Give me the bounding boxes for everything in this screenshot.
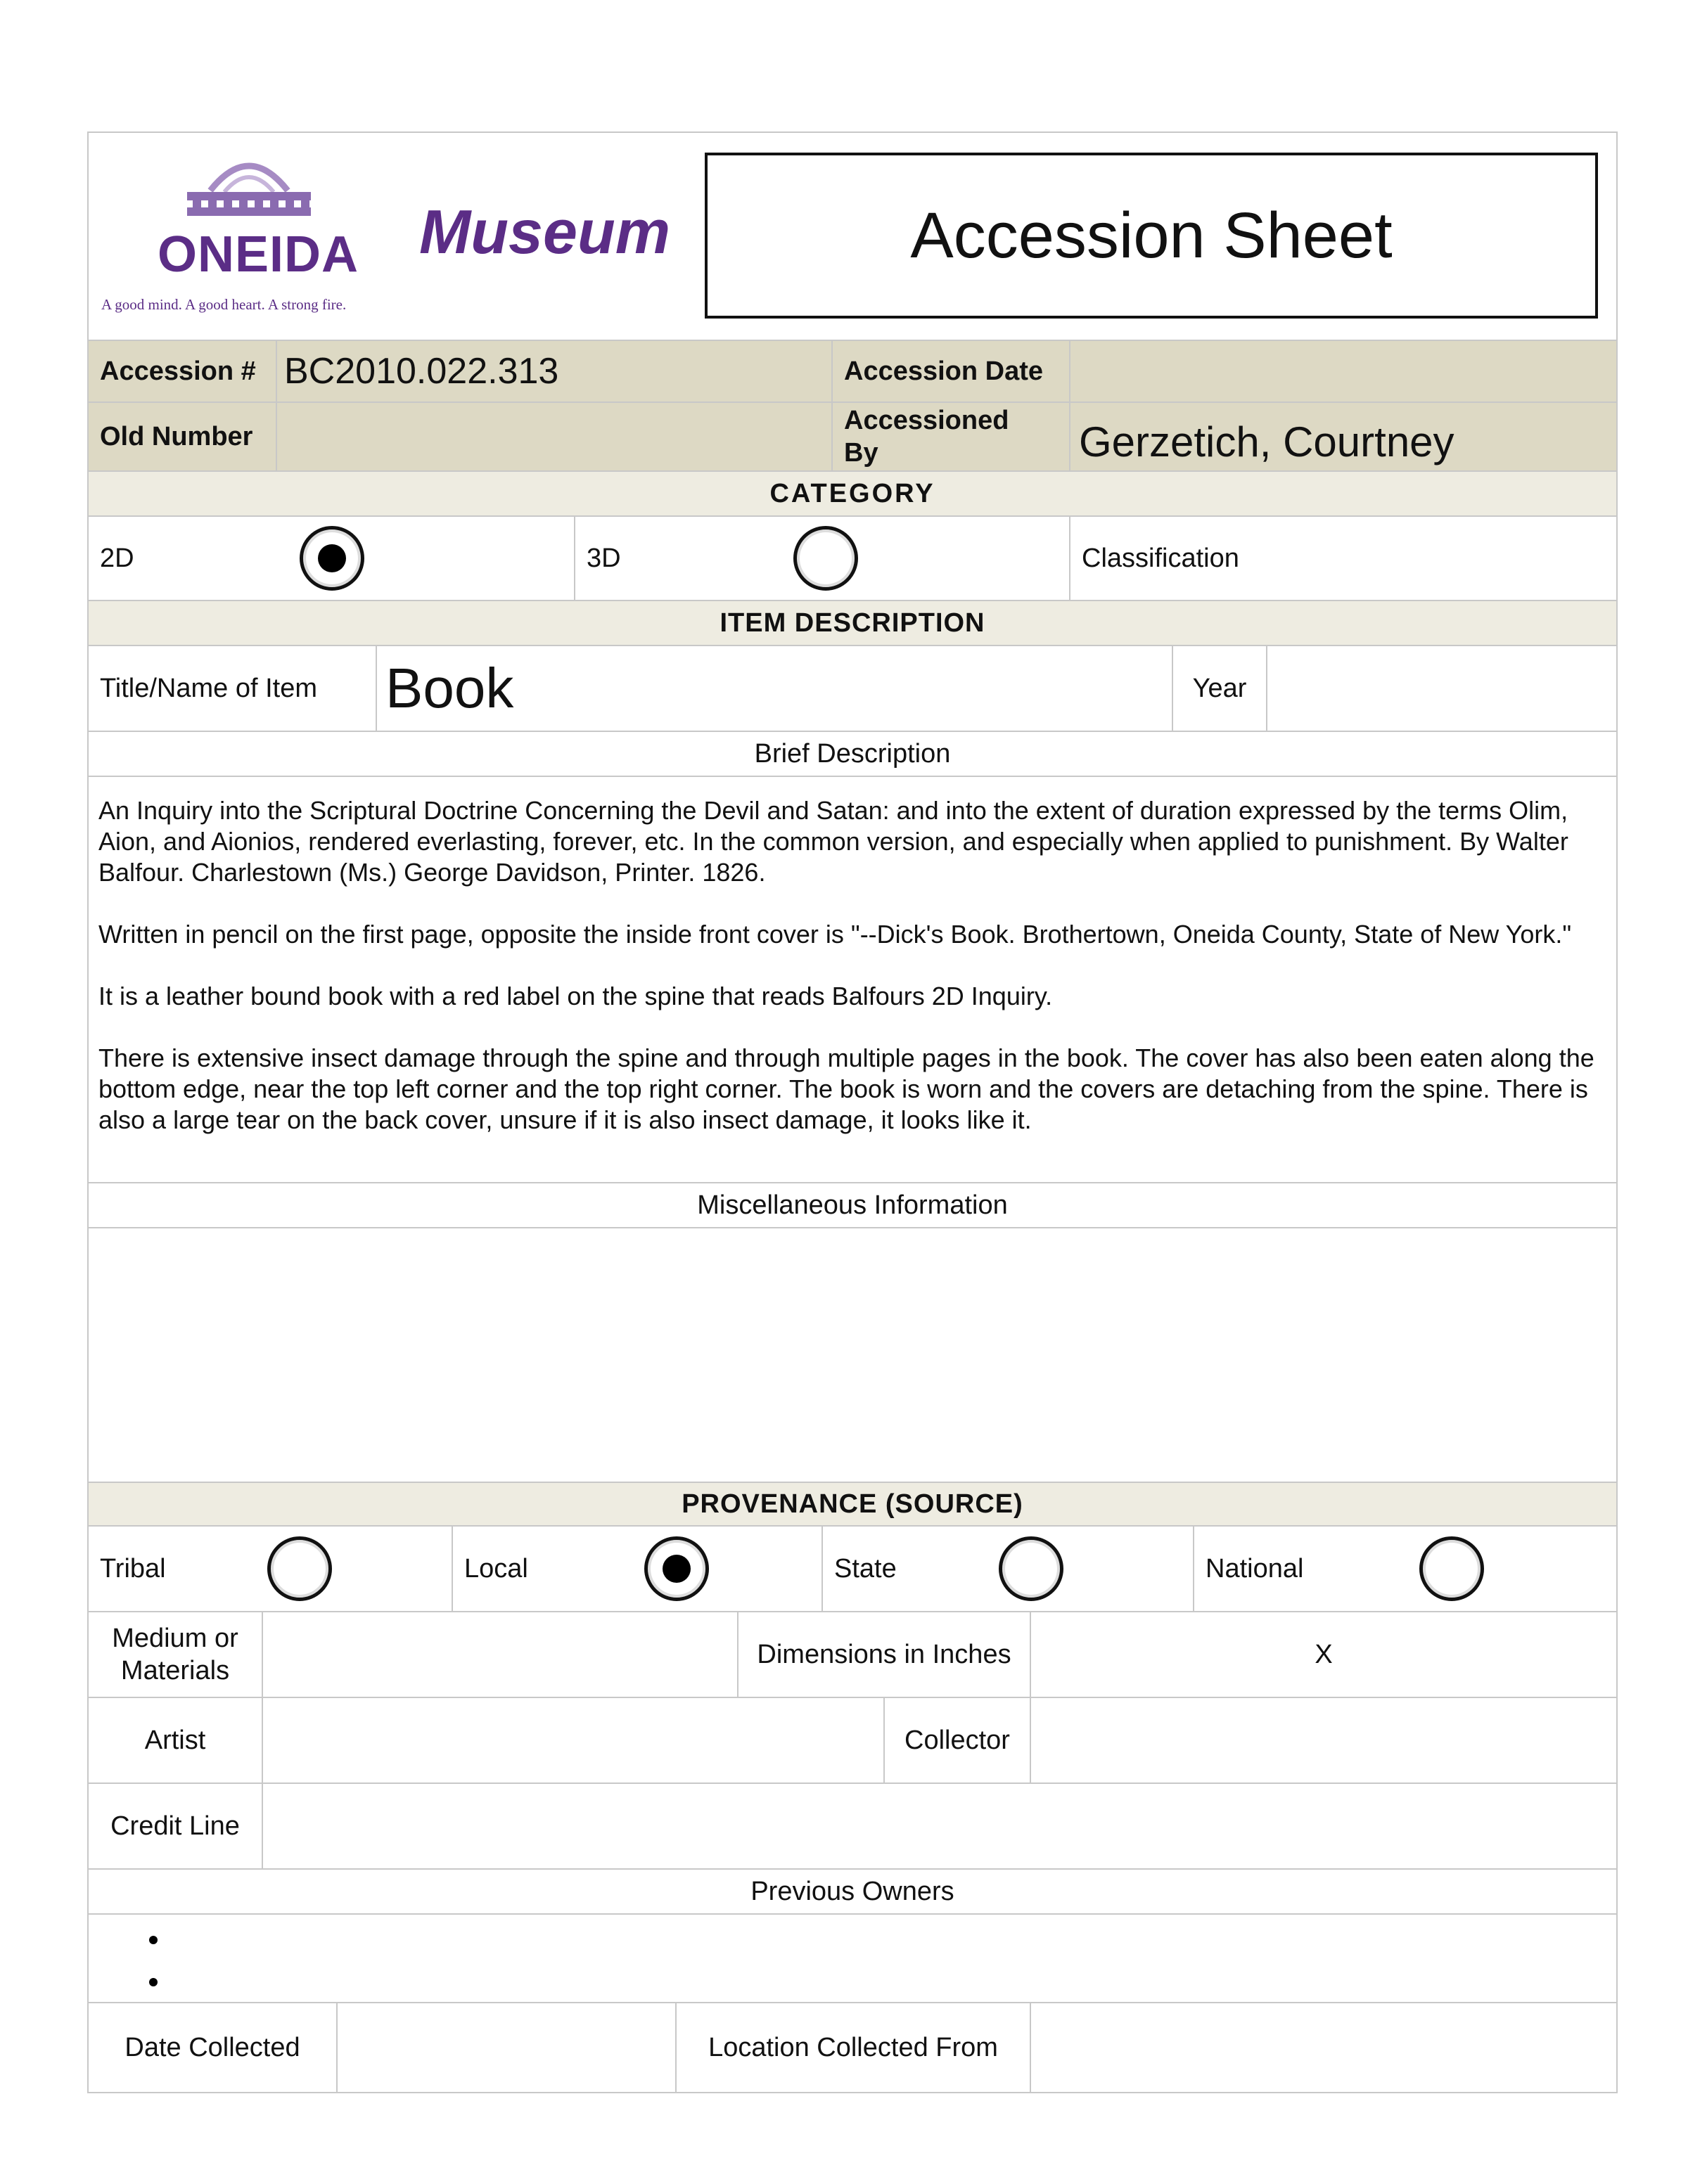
credit-line-label: Credit Line: [89, 1784, 263, 1868]
medium-row: [89, 1612, 1616, 1698]
artist-label: Artist: [89, 1698, 263, 1782]
provenance-national-label: National: [1206, 1553, 1304, 1584]
year-label: Year: [1173, 646, 1267, 731]
accessioned-by-value: Gerzetich, Courtney: [1079, 418, 1454, 465]
medium-label-2: Materials: [120, 1656, 230, 1685]
medium-label-1: Medium or: [112, 1624, 238, 1653]
date-collected-field[interactable]: [338, 2003, 677, 2092]
list-bullet: [149, 1978, 158, 1986]
dimensions-separator: X: [1315, 1639, 1333, 1669]
provenance-heading: PROVENANCE (SOURCE): [682, 1489, 1023, 1519]
misc-field[interactable]: [89, 1228, 1616, 1483]
previous-owners-label-row: [89, 1870, 1616, 1915]
collector-field[interactable]: [1031, 1698, 1616, 1782]
category-3d-option[interactable]: [575, 517, 1070, 600]
location-collected-label: Location Collected From: [677, 2003, 1031, 2092]
accession-number-field[interactable]: [277, 341, 833, 402]
medium-field[interactable]: [263, 1612, 738, 1697]
dimensions-field[interactable]: [1031, 1612, 1616, 1697]
provenance-national-option[interactable]: [1194, 1527, 1616, 1611]
accession-date-field[interactable]: [1070, 341, 1616, 402]
category-2d-label: 2D: [100, 543, 134, 573]
accessioned-by-label-1: Accessioned: [844, 406, 1009, 435]
provenance-tribal-label: Tribal: [100, 1553, 166, 1584]
category-3d-radio[interactable]: [793, 526, 858, 591]
credit-line-field[interactable]: [263, 1784, 1616, 1868]
category-heading: CATEGORY: [769, 478, 935, 508]
provenance-local-option[interactable]: [453, 1527, 823, 1611]
accessioned-by-label: [833, 403, 1070, 470]
accessioned-by-label-2: By: [844, 438, 878, 468]
old-number-field[interactable]: [277, 403, 833, 470]
title-field[interactable]: [377, 646, 1173, 731]
collection-row: [89, 2003, 1616, 2092]
description-paragraph-3: It is a leather bound book with a red label on the spine that reads Balfours 2D Inquiry.: [98, 982, 1053, 1010]
item-description-heading-row: [89, 601, 1616, 646]
provenance-national-radio[interactable]: [1419, 1536, 1484, 1601]
misc-label-row: [89, 1183, 1616, 1228]
year-field[interactable]: [1267, 646, 1616, 731]
title-row: [89, 646, 1616, 732]
brief-description-field[interactable]: [89, 777, 1616, 1183]
provenance-options-row: [89, 1527, 1616, 1612]
classification-field[interactable]: [1070, 517, 1616, 600]
accessioned-by-field[interactable]: [1070, 403, 1616, 470]
classification-label: Classification: [1082, 543, 1239, 573]
provenance-tribal-option[interactable]: [89, 1527, 453, 1611]
logo-wordmark: ONEIDA: [158, 226, 359, 283]
header-row: [89, 133, 1616, 341]
misc-label: Miscellaneous Information: [697, 1190, 1008, 1220]
logo-tagline: A good mind. A good heart. A strong fire.: [101, 296, 347, 313]
category-heading-row: [89, 472, 1616, 517]
provenance-local-radio[interactable]: [644, 1536, 709, 1601]
accession-form: [87, 131, 1618, 2093]
medium-label: [89, 1612, 263, 1697]
previous-owners-list[interactable]: [89, 1915, 1616, 2003]
category-2d-radio[interactable]: [300, 526, 364, 591]
list-bullet: [149, 1936, 158, 1944]
dimensions-label: Dimensions in Inches: [738, 1612, 1031, 1697]
previous-owners-label: Previous Owners: [750, 1876, 954, 1906]
date-collected-label: Date Collected: [89, 2003, 338, 2092]
collector-label: Collector: [885, 1698, 1031, 1782]
provenance-local-label: Local: [464, 1553, 528, 1584]
provenance-tribal-radio[interactable]: [267, 1536, 332, 1601]
provenance-state-label: State: [834, 1553, 897, 1584]
description-paragraph-1: An Inquiry into the Scriptural Doctrine Concerning the Devil and Satan: and into the extent of duration expressed by the terms Olim, Aion, and Aionios, rendered everlasting, forever, etc. In the common version, and especially when applied to punishment. By Walter Balfour. Charlestown (Ms.) George Davidson, Printer. 1826.: [98, 796, 1568, 887]
provenance-state-radio[interactable]: [999, 1536, 1063, 1601]
title-value: Book: [385, 657, 514, 719]
location-collected-field[interactable]: [1031, 2003, 1616, 2092]
oneida-logo: [101, 148, 411, 331]
credit-line-row: [89, 1784, 1616, 1870]
accession-date-label: Accession Date: [833, 341, 1070, 402]
category-3d-label: 3D: [587, 543, 621, 573]
sheet-title: Accession Sheet: [910, 199, 1393, 271]
accession-number-value: BC2010.022.313: [284, 351, 559, 392]
museum-label: Museum: [419, 197, 670, 266]
sheet-title-box: [705, 153, 1598, 319]
accession-number-label: Accession #: [89, 341, 277, 402]
category-options-row: [89, 517, 1616, 601]
description-paragraph-2: Written in pencil on the first page, opposite the inside front cover is "--Dick's Book. Brothertown, Oneida County, State of New York.": [98, 920, 1572, 949]
item-description-heading: ITEM DESCRIPTION: [720, 608, 985, 638]
category-2d-option[interactable]: [89, 517, 575, 600]
accession-number-row: [89, 341, 1616, 403]
old-number-label: Old Number: [89, 403, 277, 470]
provenance-heading-row: [89, 1483, 1616, 1527]
provenance-state-option[interactable]: [823, 1527, 1194, 1611]
longhouse-icon: [172, 148, 326, 226]
artist-field[interactable]: [263, 1698, 885, 1782]
old-number-row: [89, 403, 1616, 472]
artist-row: [89, 1698, 1616, 1784]
brief-description-label: Brief Description: [754, 738, 951, 769]
title-label: Title/Name of Item: [89, 646, 377, 731]
description-paragraph-4: There is extensive insect damage through the spine and through multiple pages in the book. The cover has also been eaten along the bottom edge, near the top left corner and the top right corner. The book is worn and the covers are detaching from the spine. There is also a large tear on the back cover, unsure if it is also insect damage, it looks like it.: [98, 1043, 1594, 1134]
brief-description-label-row: [89, 732, 1616, 777]
